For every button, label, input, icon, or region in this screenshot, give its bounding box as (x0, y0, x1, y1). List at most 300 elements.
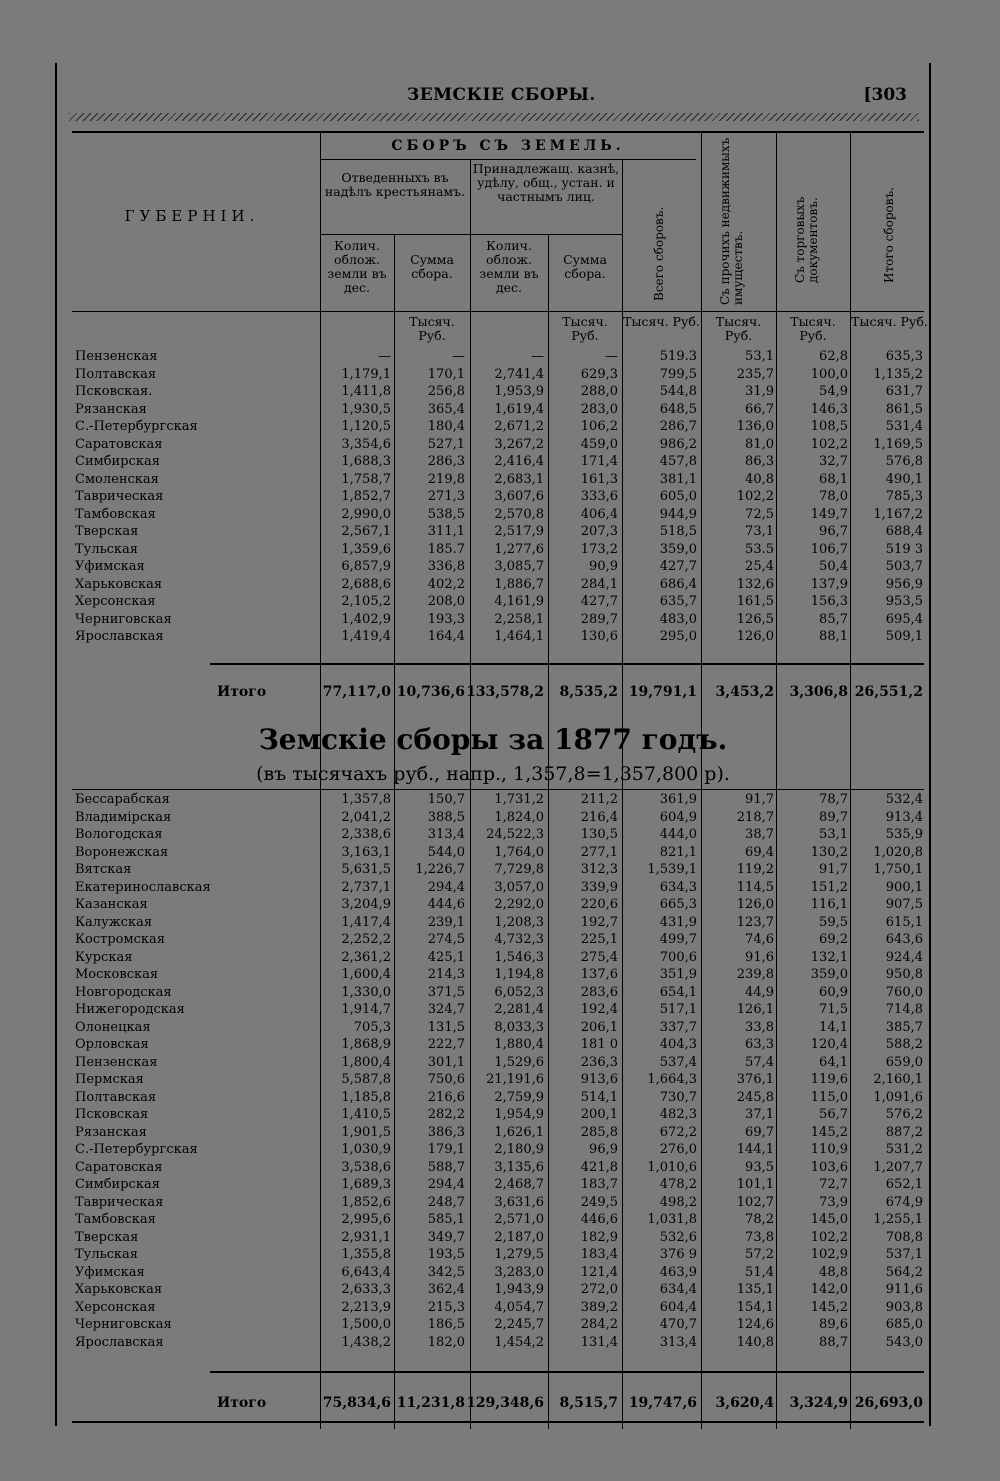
cell-col-7: 151,2 (810, 879, 848, 895)
cell-col-1: 3,163,1 (341, 844, 391, 860)
cell-col-2: 538,5 (427, 506, 465, 522)
cell-col-7: 54,9 (819, 384, 848, 399)
province-name: Уфимская (75, 559, 145, 574)
total-col-8: 26,693,0 (854, 1395, 923, 1411)
cell-col-2: 585,1 (427, 1212, 465, 1227)
table-2-top-rule (72, 789, 924, 790)
province-name: Костромская (75, 932, 165, 947)
cell-col-3: 1,764,0 (494, 844, 544, 860)
cell-col-7: 64,1 (819, 1054, 848, 1070)
table-row (57, 488, 929, 506)
cell-col-4: 207,3 (580, 524, 618, 539)
cell-col-3: 6,052,3 (494, 984, 544, 1000)
cell-col-3: 1,464,1 (494, 629, 544, 644)
cell-col-3: 3,057,0 (494, 879, 544, 895)
cell-col-4: 389,2 (580, 1299, 618, 1315)
cell-col-7: 48,8 (819, 1264, 848, 1280)
cell-col-8: 535,9 (885, 827, 923, 842)
cell-col-7: 146,3 (810, 401, 848, 417)
cell-col-1: 1,355,8 (341, 1247, 391, 1262)
page-bottom-rule (72, 1421, 924, 1423)
province-name: Воронежская (75, 844, 169, 860)
cell-col-3: 4,161,9 (494, 594, 544, 609)
total-col-5: 19,747,6 (628, 1395, 697, 1411)
province-name: Тамбовская (75, 1212, 156, 1227)
cell-col-7: 102,2 (810, 1229, 848, 1245)
province-name: Рязанская (75, 401, 147, 417)
cell-col-1: 2,041,2 (341, 809, 391, 825)
table-row (57, 861, 929, 879)
cell-col-5: 604,9 (659, 809, 697, 825)
province-name: С.-Петербургская (75, 419, 198, 434)
cell-col-6: 31,9 (745, 384, 774, 399)
cell-col-7: 78,0 (819, 489, 848, 504)
cell-col-3: 1,529,6 (494, 1054, 544, 1070)
cell-col-6: 93,5 (745, 1159, 774, 1175)
cell-col-7: 96,7 (819, 524, 848, 539)
cell-col-4: 312,3 (580, 862, 618, 877)
cell-col-5: 821,1 (659, 844, 697, 860)
cell-col-3: 2,180,9 (494, 1142, 544, 1157)
province-name: Харьковская (75, 1282, 163, 1297)
cell-col-7: 100,0 (810, 366, 848, 382)
cell-col-6: 144,1 (736, 1142, 774, 1157)
cell-col-3: 1,277,6 (494, 541, 544, 557)
cell-col-1: 2,688,6 (341, 576, 391, 592)
province-name: Симбирская (75, 1177, 160, 1192)
cell-col-5: 337,7 (659, 1019, 697, 1035)
qty-header-1: Колич. облож. земли въ дес. (327, 238, 387, 295)
unit-sum-1: Тысяч. Руб. (409, 314, 455, 343)
cell-col-8: 785,3 (885, 489, 923, 504)
cell-col-8: 531,4 (885, 419, 923, 434)
cell-col-1: 1,852,7 (341, 489, 391, 504)
table-row (57, 1071, 929, 1089)
cell-col-3: 4,732,3 (494, 932, 544, 947)
cell-col-6: 69,4 (745, 844, 774, 860)
cell-col-3: 8,033,3 (494, 1019, 544, 1035)
cell-col-6: 78,2 (745, 1212, 774, 1227)
cell-col-1: 1,688,3 (341, 454, 391, 469)
cell-col-5: 604,4 (659, 1299, 697, 1315)
table-2-total-row (57, 1392, 929, 1414)
cell-col-2: 527,1 (427, 436, 465, 452)
province-name: Полтавская (75, 366, 157, 382)
province-name: Вятская (75, 862, 132, 877)
cell-col-7: 120,4 (810, 1037, 848, 1052)
cell-col-7: 115,0 (810, 1089, 848, 1105)
table-row (57, 348, 929, 366)
cell-col-7: 145,2 (810, 1124, 848, 1140)
cell-col-8: 1,207,7 (873, 1159, 923, 1175)
cell-col-6: 91,6 (745, 949, 774, 965)
cell-col-1: 1,600,4 (341, 967, 391, 982)
table-row (57, 949, 929, 967)
cell-col-5: 1,539,1 (647, 862, 697, 877)
cell-col-6: 218,7 (736, 809, 774, 825)
province-name: Таврическая (75, 1194, 164, 1210)
province-name: Тверская (75, 524, 139, 539)
cell-col-8: 564,2 (885, 1264, 923, 1280)
table-row (57, 471, 929, 489)
table-row (57, 896, 929, 914)
cell-col-2: — (452, 349, 465, 364)
province-name: Орловская (75, 1037, 149, 1052)
cell-col-4: 333,6 (580, 489, 618, 504)
province-name: Тверская (75, 1229, 139, 1245)
cell-col-6: 124,6 (736, 1317, 774, 1332)
cell-col-8: 913,4 (885, 809, 923, 825)
cell-col-1: 1,359,6 (341, 541, 391, 557)
cell-col-7: 78,7 (819, 792, 848, 807)
cell-col-1: 2,252,2 (341, 932, 391, 947)
cell-col-2: 1,226,7 (415, 862, 465, 877)
province-name: Екатеринославская (75, 879, 211, 895)
cell-col-5: 519.3 (659, 349, 697, 364)
cell-col-4: 283,6 (580, 984, 618, 1000)
cell-col-5: 295,0 (659, 629, 697, 644)
cell-col-3: 1,943,9 (494, 1282, 544, 1297)
table-row (57, 418, 929, 436)
cell-col-6: 72,5 (745, 506, 774, 522)
table-row (57, 1019, 929, 1037)
cell-col-2: 362,4 (427, 1282, 465, 1297)
cell-col-7: 106,7 (810, 541, 848, 557)
cell-col-2: 193,5 (427, 1247, 465, 1262)
cell-col-6: 154,1 (736, 1299, 774, 1315)
cell-col-2: 219,8 (427, 471, 465, 487)
cell-col-1: 6,643,4 (341, 1264, 391, 1280)
cell-col-1: 1,500,0 (341, 1317, 391, 1332)
cell-col-8: 537,1 (885, 1247, 923, 1262)
cell-col-5: 427,7 (659, 559, 697, 574)
total-col-1: 77,117,0 (322, 684, 391, 700)
cell-col-7: 102,9 (810, 1247, 848, 1262)
table-row (57, 984, 929, 1002)
cell-col-5: 498,2 (659, 1194, 697, 1210)
cell-col-2: 371,5 (427, 984, 465, 1000)
cell-col-2: 164,4 (427, 629, 465, 644)
province-name: Пермская (75, 1072, 144, 1087)
cell-col-6: 53.5 (745, 541, 774, 557)
cell-col-4: 181 0 (580, 1037, 618, 1052)
cell-col-2: 402,2 (427, 576, 465, 592)
cell-col-1: 1,689,3 (341, 1177, 391, 1192)
cell-col-8: 1,169,5 (873, 436, 923, 452)
table-row (57, 914, 929, 932)
cell-col-1: 3,354,6 (341, 436, 391, 452)
cell-col-2: 386,3 (427, 1124, 465, 1140)
cell-col-6: 119,2 (736, 862, 774, 877)
table-row (57, 1089, 929, 1107)
cell-col-2: 294,4 (427, 879, 465, 895)
province-name: Херсонская (75, 594, 156, 609)
cell-col-3: 2,570,8 (494, 506, 544, 522)
cell-col-5: 799,5 (659, 366, 697, 382)
province-name: Черниговская (75, 611, 172, 627)
cell-col-4: 283,0 (580, 401, 618, 417)
cell-col-4: 225,1 (580, 932, 618, 947)
other-land-header: Принадлежащ. казнѣ, удѣлу, общ., устан. и частнымъ лиц. (472, 161, 620, 204)
cell-col-6: 102,7 (736, 1194, 774, 1210)
cell-col-7: 137,9 (810, 576, 848, 592)
total-label: Итого (217, 1395, 267, 1411)
cell-col-8: 1,750,1 (873, 862, 923, 877)
cell-col-4: 171,4 (580, 454, 618, 469)
table-row (57, 791, 929, 809)
cell-col-8: 760,0 (885, 984, 923, 1000)
cell-col-5: 634,4 (659, 1282, 697, 1297)
cell-col-3: 2,671,2 (494, 419, 544, 434)
cell-col-1: 2,105,2 (341, 594, 391, 609)
cell-col-7: 91,7 (819, 862, 848, 877)
cell-col-5: 730,7 (659, 1089, 697, 1105)
cell-col-8: 543,0 (885, 1334, 923, 1350)
cell-col-7: 119,6 (810, 1072, 848, 1087)
cell-col-1: 2,361,2 (341, 949, 391, 965)
cell-col-3: 4,054,7 (494, 1299, 544, 1315)
cell-col-8: 519 3 (885, 541, 923, 557)
cell-col-8: 887,2 (885, 1124, 923, 1140)
cell-col-4: 249,5 (580, 1194, 618, 1210)
cell-col-8: 385,7 (885, 1019, 923, 1035)
province-name: Ярославская (75, 1334, 164, 1350)
cell-col-1: 3,204,9 (341, 897, 391, 912)
cell-col-7: 103,6 (810, 1159, 848, 1175)
cell-col-4: 131,4 (580, 1334, 618, 1350)
table-2-total-rule (210, 1371, 924, 1373)
cell-col-2: 150,7 (427, 792, 465, 807)
cell-col-2: 131,5 (427, 1019, 465, 1035)
cell-col-8: 903,8 (885, 1299, 923, 1315)
cell-col-8: 907,5 (885, 897, 923, 912)
cell-col-1: 1,868,9 (341, 1037, 391, 1052)
cell-col-7: 108,5 (810, 419, 848, 434)
province-name: Курская (75, 949, 133, 965)
cell-col-4: 275,4 (580, 949, 618, 965)
table-1-total-row (57, 681, 929, 703)
cell-col-8: 708,8 (885, 1229, 923, 1245)
cell-col-7: 60,9 (819, 984, 848, 1000)
cell-col-3: 2,468,7 (494, 1177, 544, 1192)
page (55, 63, 931, 1426)
cell-col-5: 457,8 (659, 454, 697, 469)
cell-col-5: 470,7 (659, 1317, 697, 1332)
cell-col-1: 1,410,5 (341, 1107, 391, 1122)
cell-col-3: 1,954,9 (494, 1107, 544, 1122)
cell-col-7: 73,9 (819, 1194, 848, 1210)
cell-col-3: 1,731,2 (494, 792, 544, 807)
cell-col-2: 365,4 (427, 401, 465, 417)
cell-col-5: 605,0 (659, 489, 697, 504)
cell-col-5: 463,9 (659, 1264, 697, 1280)
land-tax-header: СБОРЪ СЪ ЗЕМЕЛЬ. (391, 138, 625, 154)
cell-col-8: 861,5 (885, 401, 923, 417)
total-col-7: 3,324,9 (789, 1395, 848, 1411)
cell-col-7: 359,0 (810, 967, 848, 982)
cell-col-8: 911,6 (885, 1282, 923, 1297)
sum-header-1: Сумма сбора. (410, 252, 454, 281)
table-row (57, 826, 929, 844)
province-name: Вологодская (75, 827, 163, 842)
cell-col-5: 665,3 (659, 897, 697, 912)
table-row (57, 809, 929, 827)
province-name: Пензенская (75, 349, 158, 364)
cell-col-4: 289,7 (580, 611, 618, 627)
total-col-7: 3,306,8 (789, 684, 848, 700)
table-row (57, 1176, 929, 1194)
cell-col-3: 1,279,5 (494, 1247, 544, 1262)
cell-col-4: 137,6 (580, 967, 618, 982)
province-name: Пензенская (75, 1054, 158, 1070)
table-1-total-rule (210, 663, 924, 665)
cell-col-8: 2,160,1 (873, 1072, 923, 1087)
running-head (57, 85, 929, 109)
header-top-rule (72, 131, 924, 133)
cell-col-8: 643,6 (885, 932, 923, 947)
cell-col-3: 2,571,0 (494, 1212, 544, 1227)
cell-col-4: 183,7 (580, 1177, 618, 1192)
cell-col-1: 1,914,7 (341, 1002, 391, 1017)
table-row (57, 1194, 929, 1212)
cell-col-6: 25,4 (745, 559, 774, 574)
table-row (57, 1054, 929, 1072)
cell-col-4: 106,2 (580, 419, 618, 434)
cell-col-4: 96,9 (589, 1142, 618, 1157)
cell-col-7: 50,4 (819, 559, 848, 574)
cell-col-2: 180,4 (427, 419, 465, 434)
cell-col-2: 179,1 (427, 1142, 465, 1157)
cell-col-5: 404,3 (659, 1037, 697, 1052)
cell-col-3: 3,283,0 (494, 1264, 544, 1280)
cell-col-3: 1,824,0 (494, 809, 544, 825)
cell-col-2: 349,7 (427, 1229, 465, 1245)
cell-col-7: 59,5 (819, 914, 848, 930)
cell-col-1: 1,417,4 (341, 914, 391, 930)
table-row (57, 1106, 929, 1124)
table-row (57, 1229, 929, 1247)
total-col-4: 8,515,7 (559, 1395, 618, 1411)
cell-col-8: 1,091,6 (873, 1089, 923, 1105)
cell-col-1: 1,758,7 (341, 471, 391, 487)
province-name: Тульская (75, 1247, 139, 1262)
cell-col-8: 1,167,2 (873, 506, 923, 522)
cell-col-5: 654,1 (659, 984, 697, 1000)
cell-col-4: 211,2 (580, 792, 618, 807)
total-taxes-header: Всего сборовъ. (652, 206, 666, 301)
total-col-2: 11,231,8 (396, 1395, 465, 1411)
cell-col-1: 1,800,4 (341, 1054, 391, 1070)
table-row (57, 1159, 929, 1177)
cell-col-6: 132,6 (736, 576, 774, 592)
table-row (57, 366, 929, 384)
cell-col-7: 132,1 (810, 949, 848, 965)
cell-col-6: 102,2 (736, 489, 774, 504)
cell-col-8: 714,8 (885, 1002, 923, 1017)
cell-col-5: 351,9 (659, 967, 697, 982)
page-number: [303 (863, 85, 907, 105)
unit-sum-2: Тысяч. Руб. (562, 314, 608, 343)
cell-col-3: 1,208,3 (494, 914, 544, 930)
province-name: Таврическая (75, 489, 164, 504)
province-name: Полтавская (75, 1089, 157, 1105)
land-tax-rule (320, 159, 696, 160)
cell-col-1: 1,438,2 (341, 1334, 391, 1350)
cell-col-5: 517,1 (659, 1002, 697, 1017)
cell-col-2: 294,4 (427, 1177, 465, 1192)
total-label: Итого (217, 684, 267, 700)
cell-col-7: 156,3 (810, 594, 848, 609)
cell-col-3: 3,631,6 (494, 1194, 544, 1210)
province-name: Симбирская (75, 454, 160, 469)
cell-col-5: 635,7 (659, 594, 697, 609)
table-row (57, 628, 929, 646)
province-name: Смоленская (75, 471, 159, 487)
cell-col-7: 145,0 (810, 1212, 848, 1227)
cell-col-2: 239,1 (427, 914, 465, 930)
cell-col-2: 313,4 (427, 827, 465, 842)
province-name: Ярославская (75, 629, 164, 644)
cell-col-2: 425,1 (427, 949, 465, 965)
cell-col-5: 1,010,6 (647, 1159, 697, 1175)
table-row (57, 1001, 929, 1019)
cell-col-8: 1,135,2 (873, 366, 923, 382)
cell-col-7: 88,1 (819, 629, 848, 644)
cell-col-2: 186,5 (427, 1317, 465, 1332)
cell-col-1: 2,737,1 (341, 879, 391, 895)
table-row (57, 1299, 929, 1317)
cell-col-1: 1,419,4 (341, 629, 391, 644)
cell-col-4: 446,6 (580, 1212, 618, 1227)
cell-col-4: 121,4 (580, 1264, 618, 1280)
cell-col-2: 271,3 (427, 489, 465, 504)
table-row (57, 1141, 929, 1159)
cell-col-4: 284,2 (580, 1317, 618, 1332)
cell-col-2: 216,6 (427, 1089, 465, 1105)
cell-col-4: 192,7 (580, 914, 618, 930)
table-row (57, 966, 929, 984)
cell-col-7: 89,6 (819, 1317, 848, 1332)
cell-col-6: 114,5 (736, 879, 774, 895)
cell-col-2: 185.7 (427, 541, 465, 557)
cell-col-8: 900,1 (885, 879, 923, 895)
cell-col-3: 21,191,6 (486, 1072, 544, 1087)
cell-col-3: 1,886,7 (494, 576, 544, 592)
cell-col-5: 944,9 (659, 506, 697, 522)
cell-col-5: 537,4 (659, 1054, 697, 1070)
cell-col-6: 126,0 (736, 897, 774, 912)
total-col-2: 10,736,6 (396, 684, 465, 700)
cell-col-6: 63,3 (745, 1037, 774, 1052)
cell-col-8: 924,4 (885, 949, 923, 965)
wavy-rule (69, 113, 919, 121)
table-row (57, 541, 929, 559)
cell-col-7: 85,7 (819, 611, 848, 627)
table-row (57, 1334, 929, 1352)
cell-col-8: 695,4 (885, 611, 923, 627)
cell-col-5: 532,6 (659, 1229, 697, 1245)
cell-col-5: 1,031,8 (647, 1212, 697, 1227)
cell-col-1: 6,857,9 (341, 559, 391, 574)
cell-col-3: 3,135,6 (494, 1159, 544, 1175)
province-name: Нижегородская (75, 1002, 185, 1017)
cell-col-2: 342,5 (427, 1264, 465, 1280)
table-row (57, 383, 929, 401)
cell-col-7: 142,0 (810, 1282, 848, 1297)
cell-col-1: 5,587,8 (341, 1072, 391, 1087)
cell-col-8: 1,020,8 (873, 844, 923, 860)
cell-col-8: 950,8 (885, 967, 923, 982)
